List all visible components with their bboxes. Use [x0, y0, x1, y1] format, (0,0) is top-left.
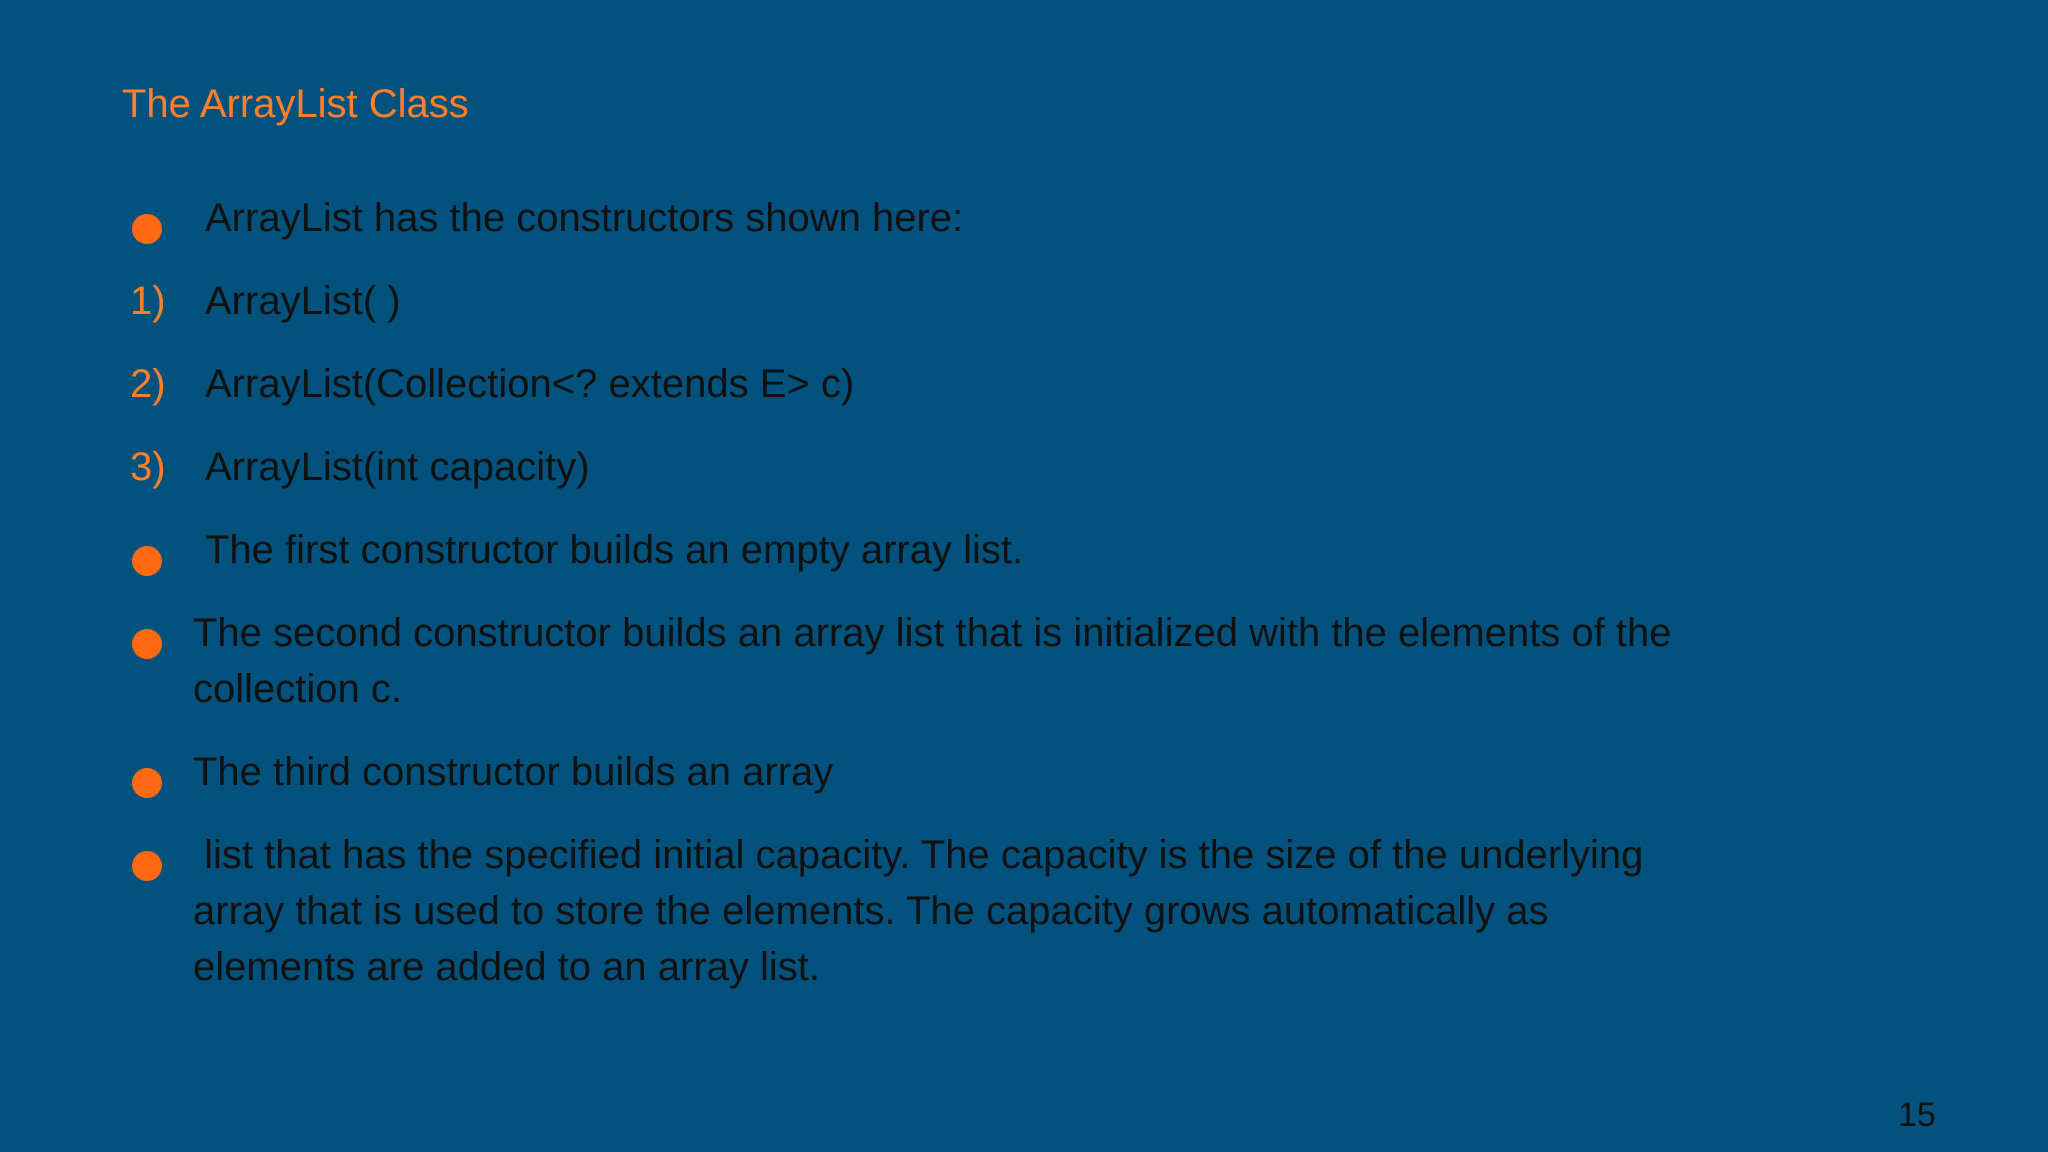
- bullet-icon: [132, 851, 162, 881]
- list-item-text-line: The second constructor builds an array list that is initialized with the elements of the: [193, 611, 1672, 655]
- list-item-text: ArrayList(int capacity): [205, 445, 590, 489]
- bullet-icon: [132, 768, 162, 798]
- list-item-text: The first constructor builds an empty array list.: [205, 528, 1024, 572]
- list-item-text: ArrayList has the constructors shown here:: [205, 196, 964, 240]
- list-item-text-line: elements are added to an array list.: [193, 945, 821, 989]
- list-item-text: ArrayList( ): [205, 279, 401, 323]
- list-number: 3): [130, 445, 166, 489]
- bullet-icon: [132, 214, 162, 244]
- slide-title: The ArrayList Class: [122, 82, 469, 126]
- list-item-text: ArrayList(Collection<? extends E> c): [205, 362, 855, 406]
- list-item-text-line: collection c.: [193, 667, 402, 711]
- list-item-text-line: list that has the specified initial capacity. The capacity is the size of the underlying: [193, 833, 1644, 877]
- bullet-icon: [132, 546, 162, 576]
- page-number: 15: [1898, 1096, 1936, 1134]
- list-item-text-line: array that is used to store the elements. The capacity grows automatically as: [193, 889, 1549, 933]
- list-number: 2): [130, 362, 166, 406]
- list-number: 1): [130, 279, 166, 323]
- bullet-icon: [132, 629, 162, 659]
- list-item-text: The third constructor builds an array: [193, 750, 834, 794]
